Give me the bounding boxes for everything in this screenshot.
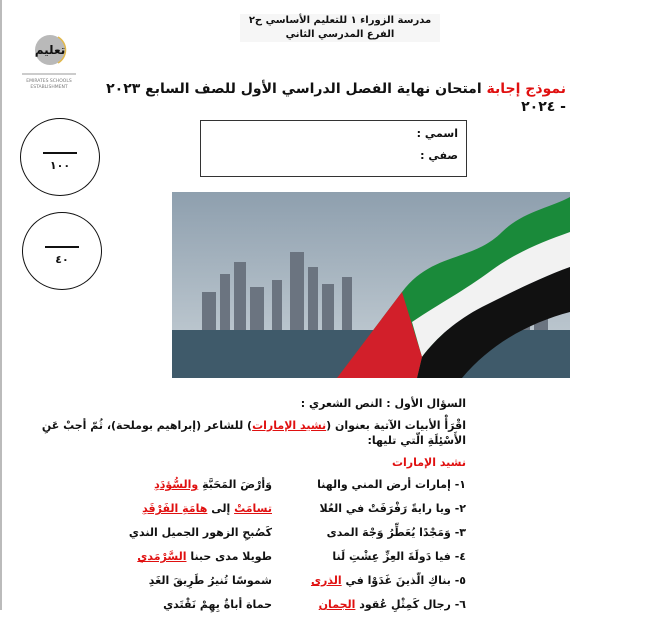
school-name: مدرسة الزوراء ١ للتعليم الأساسي ح٢ [248,15,432,26]
school-header [240,14,440,42]
verse-text: ٦- رجال كَمِثْلِ عُقود [355,598,466,611]
verse-text: طويلا مدى حبنا [186,550,272,563]
verse-2 [10,501,466,525]
verse-3-first-hemistich [272,525,466,540]
svg-text:EMIRATES SCHOOLS: EMIRATES SCHOOLS [26,79,72,84]
verse-1 [10,477,466,501]
verse-text: شموسًا تُنيرُ طَرِيقَ الغَدِ [148,574,272,587]
page-edge [0,0,2,610]
intro-before: اقْرَأْ الأبيات الآتية بعنوان ( [326,419,466,432]
verse-text: ٣- وَمَجْدًا يُعَطِّرُ وَجْهَ المدى [326,526,466,539]
verse-3-second-hemistich [10,525,272,540]
verse-6 [10,597,466,621]
verse-text: وَأرْضَ المَحَبَّةِ [198,478,272,491]
intro-after: ) للشاعر (إبراهيم بوملحة)، ثُمّ أجبْ عَنِ الأَسْئِلَةِ الّتي تليها: [41,419,466,447]
verse-4-first-hemistich [272,549,466,564]
highlighted-word: السَّرْمَدي [137,550,187,563]
score-blank-line [43,152,77,154]
verse-text: حماة أباةٌ بِهِمْ نَقْتَدي [163,598,272,611]
verse-5-first-hemistich [272,573,466,588]
score-blank-line [45,246,79,248]
poem-title: نشيد الإمارات [391,456,466,469]
verse-5 [10,573,466,597]
poem-title-inline: نشيد الإمارات [252,419,327,432]
highlighted-word: الجمان [318,598,356,611]
question-section [10,396,466,621]
highlighted-word: والسُّؤدَدِ [154,478,199,491]
answer-key-label: نموذج إجابة [486,81,566,97]
verse-text: ٤- فيا دَولَةَ العِزِّ عِشْتِ لَنا [332,550,466,563]
svg-text:ESTABLISHMENT: ESTABLISHMENT [30,85,68,90]
highlighted-word: تسامَتْ [234,502,272,515]
verse-3 [10,525,466,549]
poem-verses [10,477,466,621]
section-score-circle [22,212,102,290]
school-branch: الفرع المدرسي الثاني [285,29,395,40]
verse-4-second-hemistich [10,549,272,564]
svg-text:تعليم: تعليم [34,43,66,57]
verse-1-second-hemistich [10,477,272,492]
verse-2-second-hemistich [10,501,272,516]
exam-title [96,80,566,116]
class-label: صفي : [420,149,458,162]
verse-text: كَصُبحِ الزهور الجميل الندي [128,526,272,539]
exam-title-text: امتحان نهاية الفصل الدراسي الأول للصف السابع ٢٠٢٣ - ٢٠٢٤ [106,81,566,115]
verse-1-first-hemistich [272,477,466,492]
verse-text: ٥- بناكِ الّذينَ غَدَوْا في [341,574,466,587]
question-instructions [10,418,466,448]
verse-text: ٢- ويا رايةً رَفْرَفَتْ في العُلا [319,502,466,515]
total-score-circle [20,118,100,196]
total-score: ١٠٠ [49,159,71,172]
verse-2-first-hemistich [272,501,466,516]
highlighted-word: هامَةِ الفَرْقَدِ [142,502,208,515]
highlighted-word: الذرى [310,574,342,587]
verse-text: إلى [207,502,235,515]
emirates-schools-logo [18,32,80,92]
verse-4 [10,549,466,573]
verse-5-second-hemistich [10,573,272,588]
verse-text: ١- إمارات أرض المني والهنا [317,478,466,491]
student-info-box [200,120,467,177]
section-score: ٤٠ [55,253,69,266]
uae-flag-photo [172,192,570,378]
name-label: اسمي : [416,127,458,140]
question-heading: السؤال الأول : النص الشعري : [300,397,466,410]
